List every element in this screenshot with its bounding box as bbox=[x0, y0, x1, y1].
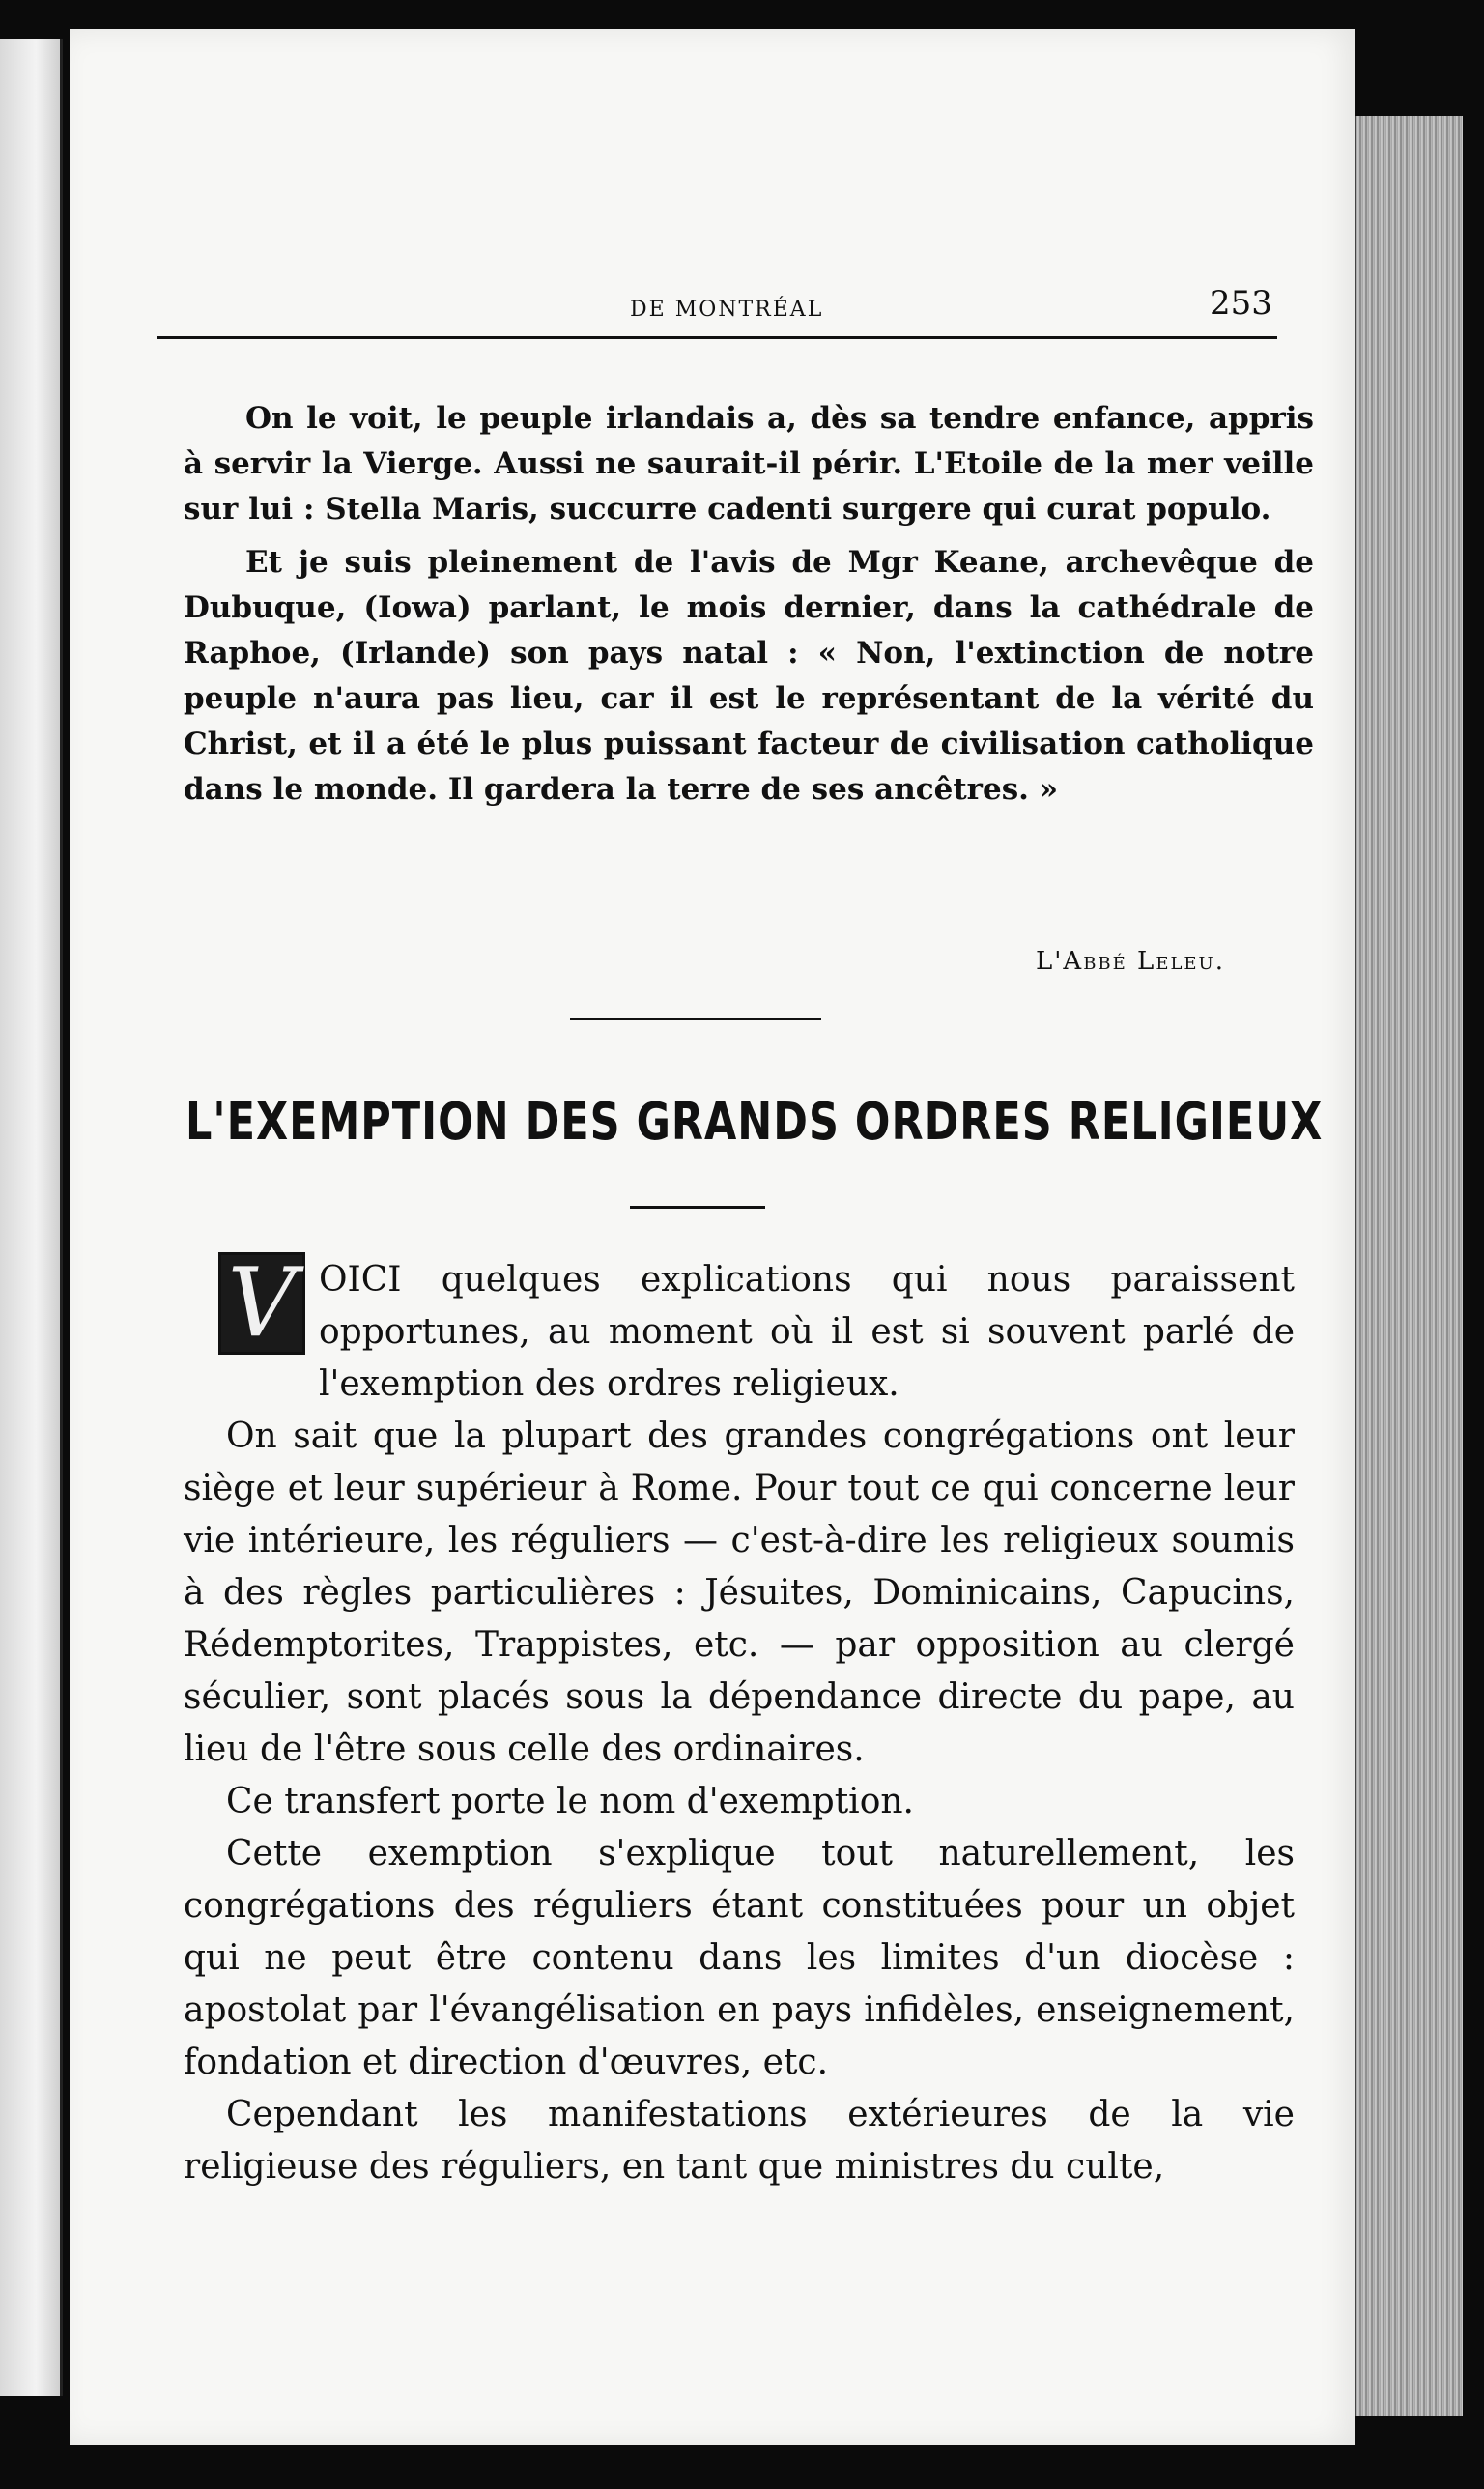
article-1-paragraph: On le voit, le peuple irlandais a, dès sa tendre enfance, appris à servir la Vierge. Aussi ne saurait-il périr. L'Etoile de la mer veille sur lui : Stella Maris, succurre cadenti surgere qui curat populo. bbox=[184, 401, 1314, 527]
article-2-paragraph: Ce transfert porte le nom d'exemption. bbox=[226, 1782, 915, 1821]
page-number: 253 bbox=[1210, 284, 1272, 323]
article-2-first-paragraph: OICI quelques explications qui nous paraissent opportunes, au moment où il est si souvent parlé de l'exemption des ordres religieux. bbox=[319, 1260, 1295, 1404]
dropcap-v: V bbox=[214, 1248, 309, 1359]
title-rule bbox=[630, 1206, 765, 1209]
article-2-paragraph: Cette exemption s'explique tout naturellement, les congrégations des réguliers étant constituées pour un objet qui ne peut être contenu dans les limites d'un diocèse : apostolat par l'évangélisation en pays infidèles, enseignement, fondation et direction d'œuvres, etc. bbox=[184, 1834, 1295, 2082]
article-1-text bbox=[184, 396, 1314, 813]
section-separator bbox=[570, 1018, 821, 1020]
running-title: DE MONTRÉAL bbox=[630, 298, 824, 322]
article-2-title: L'EXEMPTION DES GRANDS ORDRES RELIGIEUX bbox=[186, 1092, 1324, 1153]
running-head bbox=[70, 271, 1355, 329]
book-page bbox=[70, 29, 1355, 2445]
article-1-signature: L'Abbé Leleu. bbox=[1036, 947, 1225, 976]
article-2-paragraph: On sait que la plupart des grandes congrégations ont leur siège et leur supérieur à Rome. Pour tout ce qui concerne leur vie intérieure, les réguliers — c'est-à-dire les religieux soumis à des règles particulières : Jésuites, Dominicains, Capucins, Rédemptorites, Trappistes, etc. — par opposition au clergé séculier, sont placés sous la dépendance directe du pape, au lieu de l'être sous celle des ordinaires. bbox=[184, 1416, 1295, 1769]
left-page-edge bbox=[0, 39, 63, 2396]
page-stack-edge bbox=[1355, 116, 1463, 2416]
article-2-body bbox=[184, 1254, 1295, 2193]
article-2-paragraph: Cependant les manifestations extérieures de la vie religieuse des réguliers, en tant que ministres du culte, bbox=[184, 2095, 1295, 2187]
page-content bbox=[70, 29, 1355, 2445]
article-1-paragraph: Et je suis pleinement de l'avis de Mgr Keane, archevêque de Dubuque, (Iowa) parlant, le mois dernier, dans la cathédrale de Raphoe, (Irlande) son pays natal : « Non, l'extinction de notre peuple n'aura pas lieu, car il est le représentant de la vérité du Christ, et il a été le plus puissant facteur de civilisation catholique dans le monde. Il gardera la terre de ses ancêtres. » bbox=[184, 545, 1314, 807]
header-rule bbox=[157, 336, 1277, 339]
